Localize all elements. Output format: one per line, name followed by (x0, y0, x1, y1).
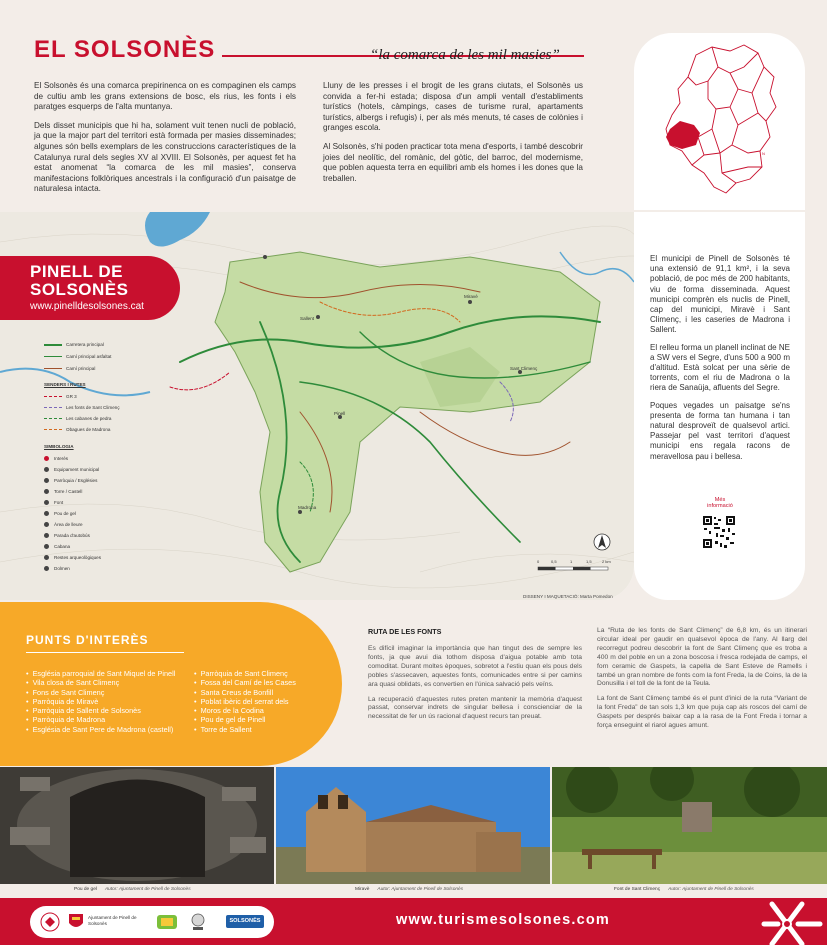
ruta-paragraph: La font de Sant Climenç també és el punt d'inici de la ruta “Variant de la font Freda” de tan sols 1,3 km que puja cap als roscos del camí de Gaspets per després baixar cap a la rasa de la Font Freda i tornar a força enseguint el riarol agues amunt. (597, 695, 807, 730)
comarca-locator-map (634, 33, 805, 210)
legend-item: Cabana (44, 544, 70, 549)
section-title: RUTA DE LES FONTS (368, 627, 442, 636)
scale-label: 1 (570, 559, 573, 564)
legend-item: Carretera principal (44, 342, 104, 347)
legend-item: Les fonts de Sant Climenç (44, 405, 120, 410)
map-label: Sant Climenç (510, 366, 538, 371)
map-label: Miravè (464, 294, 478, 299)
decorative-pattern-icon (758, 900, 827, 945)
legend-item: Equipament municipal (44, 467, 99, 472)
municipality-url-link[interactable]: www.pinelldesolsones.cat (30, 301, 144, 312)
legend-item: Camí principal asfaltat (44, 354, 111, 359)
solsones-logo: SOLSONÈS (226, 915, 264, 928)
legend-item: Les cabanes de pedra (44, 416, 111, 421)
list-item: • Torre de Sallent (194, 725, 296, 734)
highlighted-municipality (666, 121, 700, 149)
points-list-column-1 (26, 669, 175, 734)
photo-font-sant-climenc (552, 767, 827, 884)
list-item: • Vila closa de Sant Climenç (26, 678, 175, 687)
intro-paragraph: Dels disset municipis que hi ha, solament vuit tenen nucli de població, ja que la major part del territori està formada per masies disseminades; algunes són bells exemplars de les construccions característiques de la Catalunya rural dels segles XV al XVIII. El Solsonès, per aquest fet ha estat anomenat “la comarca de les mil masies”, conserva manifestacions folklòriques ancestrals i la configuració d'un paisatge de naturalesa intacta. (34, 120, 296, 194)
ruta-paragraph: La recuperació d'aquestes rutes preten mantenir la memòria d'aquest passat, conservar indrets de singular bellesa i conscienciar de la necessitat de fer un ús racional d'aquest recurs tan preuat. (368, 695, 582, 721)
points-of-interest-title: PUNTS D'INTERÈS (26, 633, 149, 647)
north-arrow (594, 534, 610, 550)
legend-item: GR 3 (44, 394, 77, 399)
legend-item: Interès (44, 456, 68, 461)
municipality-name: SOLSONÈS (30, 280, 129, 299)
intro-column-1 (34, 81, 296, 203)
more-info-label: Més informació (707, 497, 733, 509)
municipality-description (650, 254, 790, 469)
design-credit: DISSENY I MAQUETACIÓ: Marta Pomedon (523, 594, 613, 599)
photo-mirave (276, 767, 550, 884)
list-item: • Església parroquial de Sant Miquel de Pinell (26, 669, 175, 678)
ajuntament-logo-text: Ajuntament de Pinell de Solsonès (88, 915, 137, 926)
scale-label: 1,5 (586, 559, 592, 564)
photo-caption: Font de Sant Climenç Autor: Ajuntament de Pinell de Solsonès (614, 887, 754, 892)
ruta-column-2 (597, 627, 807, 737)
scale-label: 0 (537, 559, 540, 564)
legend-heading: SIMBOLOGIA (44, 444, 74, 449)
description-paragraph: El relleu forma un planell inclinat de NE a SW vers el Segre, d'uns 500 a 900 m d'altitud. Està solcat per una sèrie de torrents, com el riu de Madrona o la riera de Sanaüja, afluents del Segre. (650, 342, 790, 393)
list-item: • Fossa del Camí de les Cases (194, 678, 296, 687)
list-item: • Fons de Sant Climenç (26, 688, 175, 697)
ruta-column-1 (368, 645, 582, 728)
scale-label: 2 km (602, 559, 611, 564)
intro-paragraph: Al Solsonès, s'hi poden practicar tota mena d'esports, i també descobrir joies del neolític, del romànic, del gòtic, del barroc, del modernisme, que poblen aquesta terra en equilibri amb els homes i les dones que la treballen. (323, 141, 583, 183)
points-list-column-2 (194, 669, 296, 734)
intro-paragraph: Lluny de les presses i el brogit de les grans ciutats, el Solsonès us convida a fer-hi estada; disposa d'un ampli ventall d'establiments turístics (hotels, càmpings, cases de turisme rural, apartaments turístics, albergs i refugis) i, per als més menuts, té cases de colònies i granges escola. (323, 81, 583, 133)
map-label: Pinell (334, 411, 346, 416)
svg-text:N: N (762, 151, 765, 156)
legend-item: Parada d'autobús (44, 533, 90, 538)
list-item: • Parròquia de Madrona (26, 715, 175, 724)
list-item: • Parròquia de Sallent de Solsonès (26, 706, 175, 715)
title-underline (26, 652, 184, 653)
page-subtitle: “la comarca de les mil masies” (370, 47, 560, 63)
diputacio-logo-icon (190, 912, 206, 932)
page-title: EL SOLSONÈS (34, 36, 216, 63)
ruta-paragraph: Es difícil imaginar la importància que han tingut des de sempre les fonts, ja que avui dia tothom disposa d'aigua potable amb tota comoditat. Durant moltes èpoques, sobretot a l'estiu quan els pous dels pobles s'assecaven, aquestes fonts, comunicades entre si per camins ara quasi oblidats, es convertien en l'única salvació pels veïns. (368, 645, 582, 688)
map-label: Madrona (298, 505, 317, 510)
description-paragraph: Poques vegades un paisatge se'ns presenta de forma tan humana i tan natural desproveït de qualsevol artici. Passejar pel vast territori d'aquest municipi ens regala racons de meravellosa pau i bellesa. (650, 400, 790, 461)
photo-caption: Pou de gel Autor: Ajuntament de Pinell de Solsonès (74, 887, 191, 892)
sponsor-logos (30, 906, 274, 938)
list-item: • Poblat ibèric del serrat dels (194, 697, 296, 706)
scale-label: 0,5 (551, 559, 557, 564)
scale-bar (538, 567, 608, 570)
description-paragraph: El municipi de Pinell de Solsonès té una extensió de 91,1 km², i la seva població, de poc més de 200 habitants, viu de forma disseminada. Aquest municipi comprèn els nuclis de Pinell, cap del municipi, Miravè i Sant Climenç, i les caseries de Madrona i Sallent. (650, 254, 790, 335)
legend-item: Parròquia / Esglésies (44, 478, 97, 483)
legend-heading: SENDERS I RUTES (44, 382, 86, 387)
photo-pou-de-gel (0, 767, 274, 884)
list-item: • Santa Creus de Bonfill (194, 688, 296, 697)
provincial-logo-icon (156, 913, 178, 931)
intro-column-2 (323, 81, 583, 192)
map-label: Sallent (300, 316, 315, 321)
photo-caption: Miravè Autor: Ajuntament de Pinell de Solsonès (355, 887, 464, 892)
legend-item: Restes arqueològiques (44, 555, 101, 560)
list-item: • Parròquia de Miravè (26, 697, 175, 706)
list-item: • Parròquia de Sant Climenç (194, 669, 296, 678)
institution-logo-icon (40, 912, 60, 932)
list-item: • Moros de la Codina (194, 706, 296, 715)
list-item: • Església de Sant Pere de Madrona (castell) (26, 725, 175, 734)
legend-item: Camí principal (44, 366, 95, 371)
ajuntament-shield-icon (68, 913, 84, 931)
legend-item: Font (44, 500, 63, 505)
municipality-name: PINELL DE (30, 262, 123, 281)
qr-code-icon[interactable] (702, 515, 736, 549)
tourism-url-link[interactable]: www.turismesolsones.com (396, 912, 611, 928)
intro-paragraph: El Solsonès és una comarca prepirinenca on es compaginen els camps de cultiu amb les grans extensions de bosc, els rius, les fonts i els paratges esquerps de l'alta muntanya. (34, 81, 296, 112)
legend-item: Àrea de lleure (44, 522, 83, 527)
ruta-paragraph: La “Ruta de les fonts de Sant Climenç” de 6,8 km, és un itinerari circular ideal per gaudir en qualsevol època de l'any. Al llarg del recorregut podreu descobrir la font de Sant Climenç que es troba a 400 m del poble en un a zona boscosa i fresca rodejada de camps, el forn ceramic de Gaspets, la capella de Sant Esteve de Ramells i també un gran nombre de fonts com la font Freda, la de Coins, la de la Donusilla i el toll de la font de la Teula. (597, 627, 807, 688)
locator-map-card (634, 33, 805, 210)
legend-item: Pou de gel (44, 511, 76, 516)
legend-item: Obagues de Madrona (44, 427, 110, 432)
list-item: • Pou de gel de Pinell (194, 715, 296, 724)
legend-item: Dolmen (44, 566, 70, 571)
legend-item: Torre / Castell (44, 489, 82, 494)
